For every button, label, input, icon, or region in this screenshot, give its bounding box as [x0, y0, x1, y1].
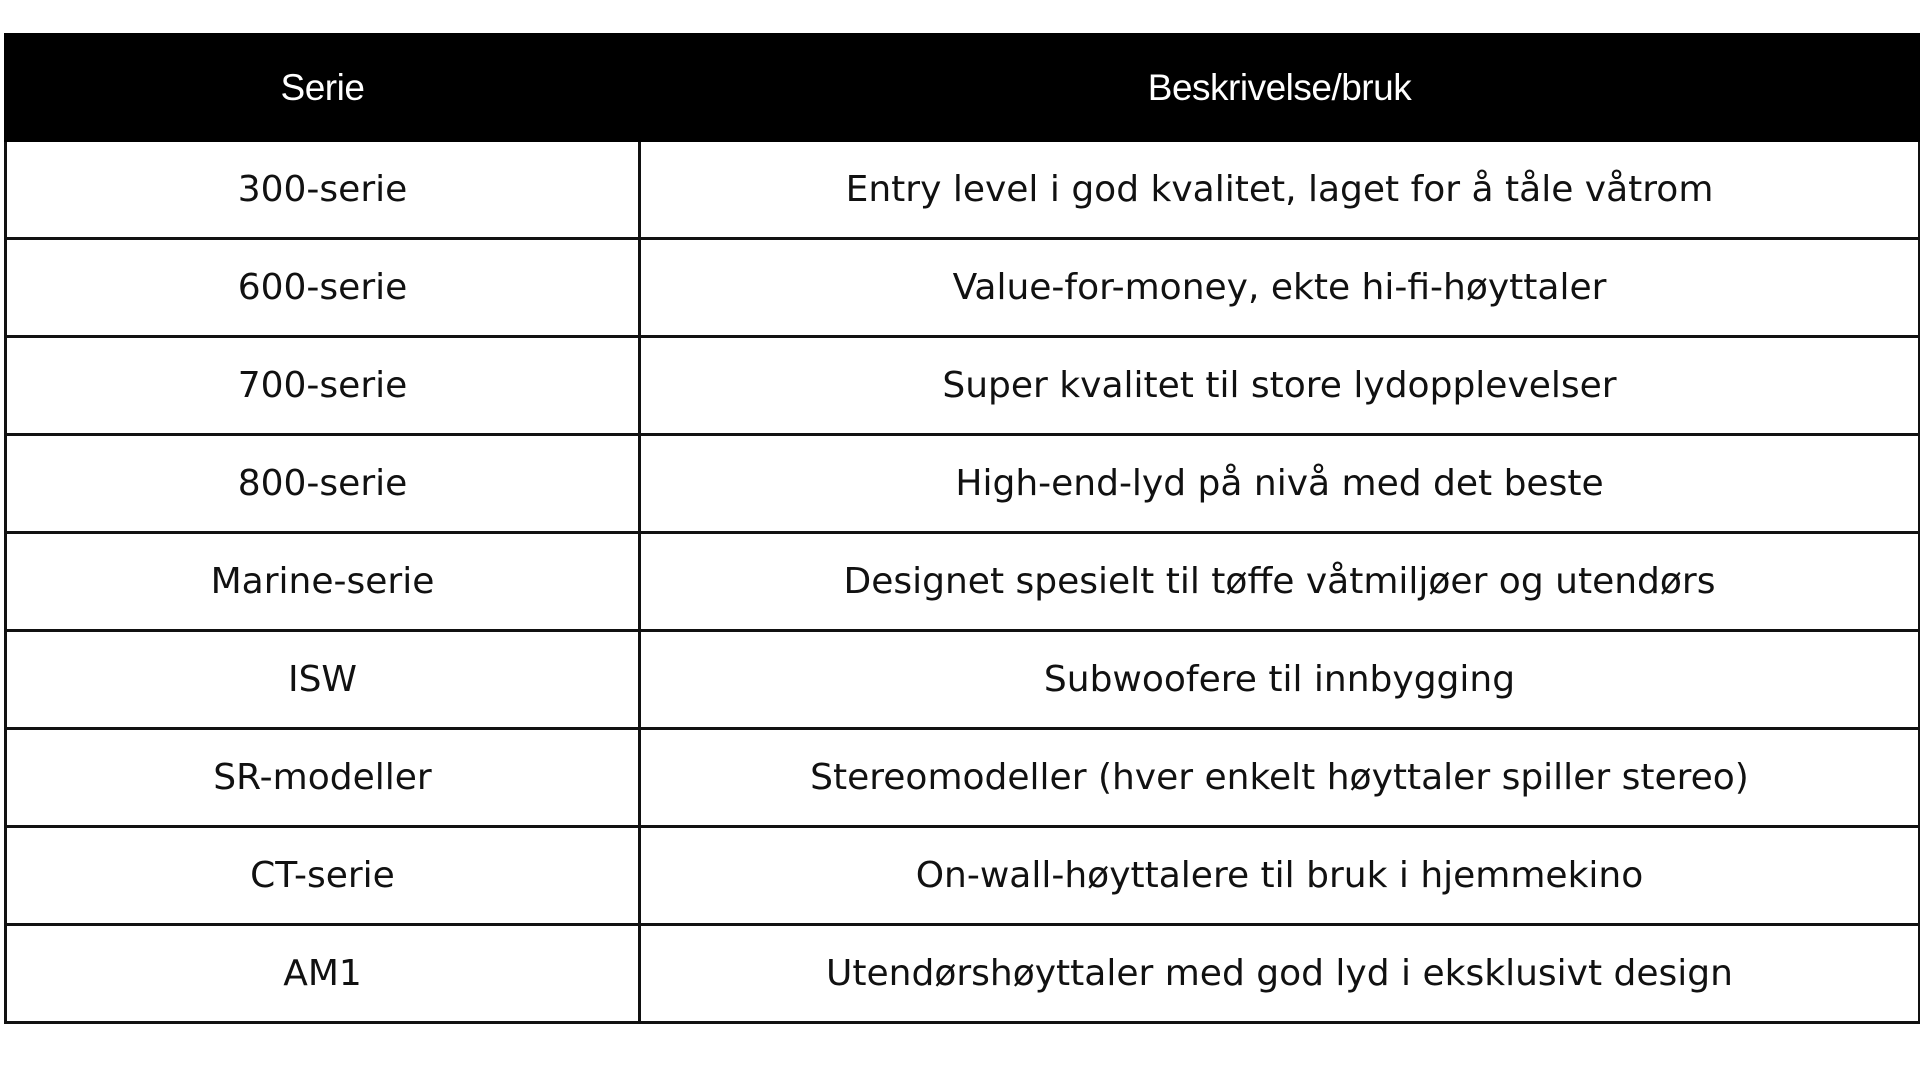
table-row: [6, 729, 1920, 827]
table-row: [6, 239, 1920, 337]
cell-beskrivelse: Subwoofere til innbygging: [640, 631, 1920, 729]
cell-serie: ISW: [6, 631, 640, 729]
cell-serie: SR-modeller: [6, 729, 640, 827]
cell-beskrivelse: Entry level i god kvalitet, laget for å tåle våtrom: [640, 141, 1920, 239]
cell-beskrivelse: Utendørshøyttaler med god lyd i eksklusivt design: [640, 925, 1920, 1023]
table-row: [6, 337, 1920, 435]
cell-beskrivelse: Value-for-money, ekte hi-fi-høyttaler: [640, 239, 1920, 337]
table-body: [6, 141, 1920, 1023]
header-row: [6, 35, 1920, 141]
table-row: [6, 827, 1920, 925]
cell-serie: AM1: [6, 925, 640, 1023]
table-row: [6, 925, 1920, 1023]
cell-serie: CT-serie: [6, 827, 640, 925]
cell-serie: 600-serie: [6, 239, 640, 337]
table-row: [6, 435, 1920, 533]
series-table-container: [4, 33, 1918, 1024]
cell-serie: 700-serie: [6, 337, 640, 435]
cell-beskrivelse: Stereomodeller (hver enkelt høyttaler spiller stereo): [640, 729, 1920, 827]
cell-serie: 800-serie: [6, 435, 640, 533]
cell-beskrivelse: High-end-lyd på nivå med det beste: [640, 435, 1920, 533]
cell-serie: 300-serie: [6, 141, 640, 239]
cell-beskrivelse: On-wall-høyttalere til bruk i hjemmekino: [640, 827, 1920, 925]
table-row: [6, 141, 1920, 239]
series-table: [4, 33, 1920, 1024]
cell-serie: Marine-serie: [6, 533, 640, 631]
cell-beskrivelse: Super kvalitet til store lydopplevelser: [640, 337, 1920, 435]
header-serie: Serie: [6, 35, 640, 141]
table-header: [6, 35, 1920, 141]
cell-beskrivelse: Designet spesielt til tøffe våtmiljøer og utendørs: [640, 533, 1920, 631]
header-beskrivelse: Beskrivelse/bruk: [640, 35, 1920, 141]
table-row: [6, 533, 1920, 631]
table-row: [6, 631, 1920, 729]
